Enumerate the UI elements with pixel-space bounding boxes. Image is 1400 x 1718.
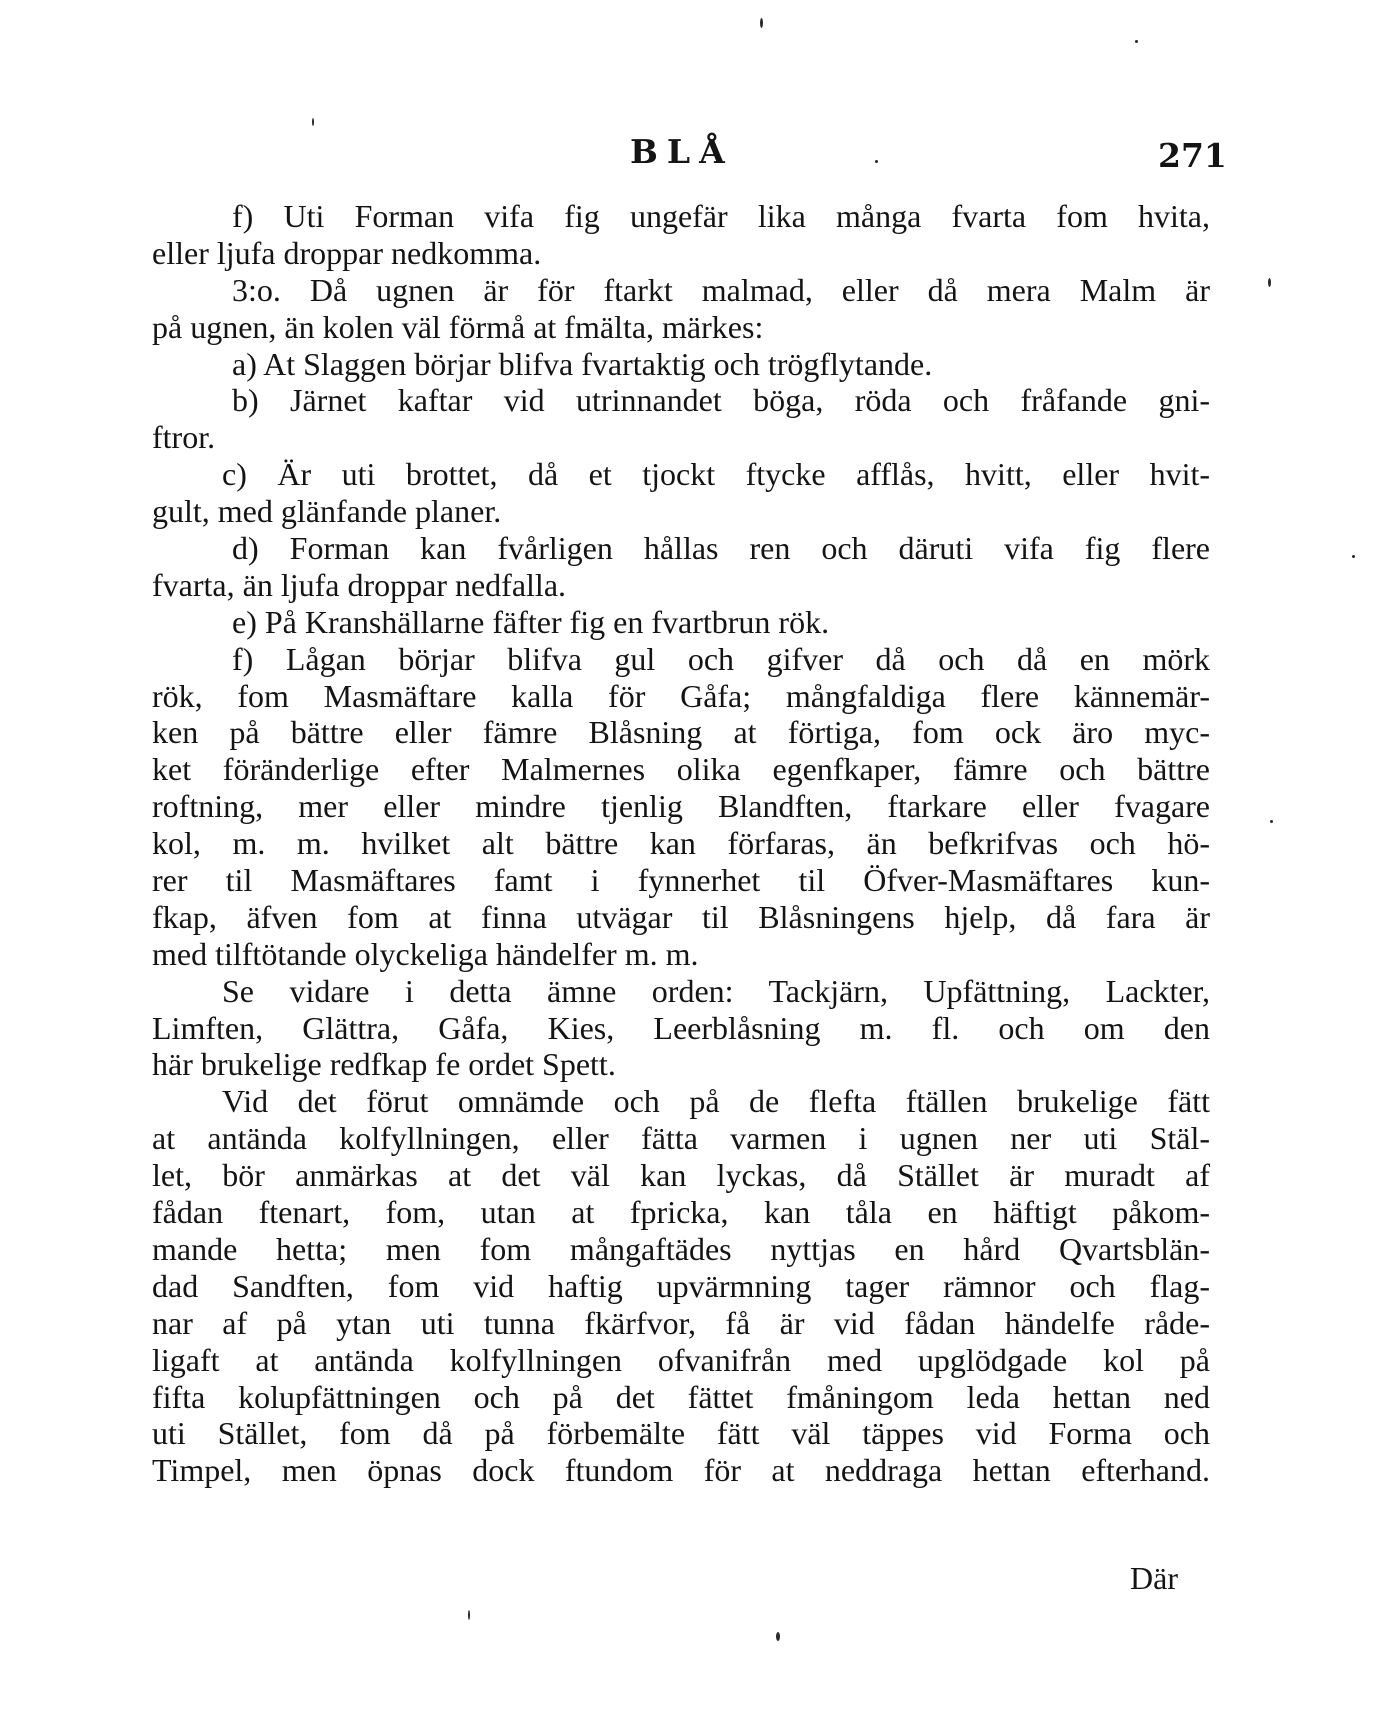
text-line: med tilftötande olyckeliga händelfer m. m. xyxy=(152,935,699,972)
text-line: nar af på ytan uti tunna fkärfvor, få är vid fådan händelfe råde- xyxy=(152,1304,1210,1341)
text-line: uti Stället, fom då på förbemälte fätt väl täppes vid Forma och xyxy=(152,1415,1210,1452)
page-title: BLÅ xyxy=(630,132,734,171)
text-line: gult, med glänfande planer. xyxy=(152,493,502,530)
text-line: Limften, Glättra, Gåfa, Kies, Leerblåsning m. fl. och om den xyxy=(152,1009,1210,1046)
print-speck xyxy=(1270,820,1273,823)
text-line: ftror. xyxy=(152,419,216,456)
text-line: 3:o. Då ugnen är för ftarkt malmad, eller då mera Malm är xyxy=(232,271,1210,308)
text-line: kol, m. m. hvilket alt bättre kan förfaras, än befkrifvas och hö- xyxy=(152,825,1210,862)
text-line: a) At Slaggen börjar blifva fvartaktig och trögflytande. xyxy=(232,345,933,382)
text-line: b) Järnet kaftar vid utrinnandet böga, röda och fråfande gni- xyxy=(232,382,1210,419)
text-line: fkap, äfven fom at finna utvägar til Blåsningens hjelp, då fara är xyxy=(152,898,1210,935)
text-line: ket föränderlige efter Malmernes olika egenfkaper, fämre och bättre xyxy=(152,751,1210,788)
text-line: Timpel, men öpnas dock ftundom för at neddraga hettan efterhand. xyxy=(152,1452,1210,1489)
print-speck xyxy=(760,18,763,28)
print-speck xyxy=(312,118,314,126)
text-line: f) Lågan börjar blifva gul och gifver då och då en mörk xyxy=(232,640,1210,677)
text-line: fifta kolupfättningen och på det fättet fmåningom leda hettan ned xyxy=(152,1378,1210,1415)
body-text xyxy=(152,198,1210,1489)
text-line: rök, fom Masmäftare kalla för Gåfa; mångfaldiga flere kännemär- xyxy=(152,677,1210,714)
text-line: ligaft at antända kolfyllningen ofvanifrån med upglödgade kol på xyxy=(152,1341,1210,1378)
print-speck xyxy=(468,1610,470,1620)
print-speck xyxy=(1268,278,1271,287)
text-line: fvarta, än ljufa droppar nedfalla. xyxy=(152,566,567,603)
text-line: här brukelige redfkap fe ordet Spett. xyxy=(152,1046,616,1083)
text-line: Se vidare i detta ämne orden: Tackjärn, Upfättning, Lackter, xyxy=(222,972,1210,1009)
text-line: f) Uti Forman vifa fig ungefär lika många fvarta fom hvita, xyxy=(232,198,1210,234)
text-line: at antända kolfyllningen, eller fätta varmen i ugnen ner uti Stäl- xyxy=(152,1120,1210,1157)
text-line: d) Forman kan fvårligen hållas ren och däruti vifa fig flere xyxy=(232,530,1210,567)
text-line: på ugnen, än kolen väl förmå at fmälta, märkes: xyxy=(152,308,764,345)
print-speck xyxy=(1352,555,1355,558)
text-line: fådan ftenart, fom, utan at fpricka, kan tåla en häftigt påkom- xyxy=(152,1194,1210,1231)
text-line: roftning, mer eller mindre tjenlig Blandften, ftarkare eller fvagare xyxy=(152,788,1210,825)
text-line: let, bör anmärkas at det väl kan lyckas, då Stället är muradt af xyxy=(152,1157,1210,1194)
running-head xyxy=(0,132,1400,176)
text-line: rer til Masmäftares famt i fynnerhet til Öfver-Masmäftares kun- xyxy=(152,862,1210,899)
print-speck xyxy=(1135,40,1138,43)
text-line: eller ljufa droppar nedkomma. xyxy=(152,234,542,271)
catchword: Där xyxy=(1130,1560,1178,1596)
print-speck xyxy=(776,1632,780,1641)
text-line: dad Sandften, fom vid haftig upvärmning tager rämnor och flag- xyxy=(152,1267,1210,1304)
text-line: Vid det förut omnämde och på de flefta ftällen brukelige fätt xyxy=(222,1083,1210,1120)
page-number: 271 xyxy=(1158,136,1227,175)
text-line: c) Är uti brottet, då et tjockt ftycke afflås, hvitt, eller hvit- xyxy=(222,456,1210,493)
text-line: ken på bättre eller fämre Blåsning at förtiga, fom ock äro myc- xyxy=(152,714,1210,751)
text-line: e) På Kranshällarne fäfter fig en fvartbrun rök. xyxy=(232,603,830,640)
text-line: mande hetta; men fom mångaftädes nyttjas en hård Qvartsblän- xyxy=(152,1230,1210,1267)
print-speck xyxy=(875,160,878,163)
